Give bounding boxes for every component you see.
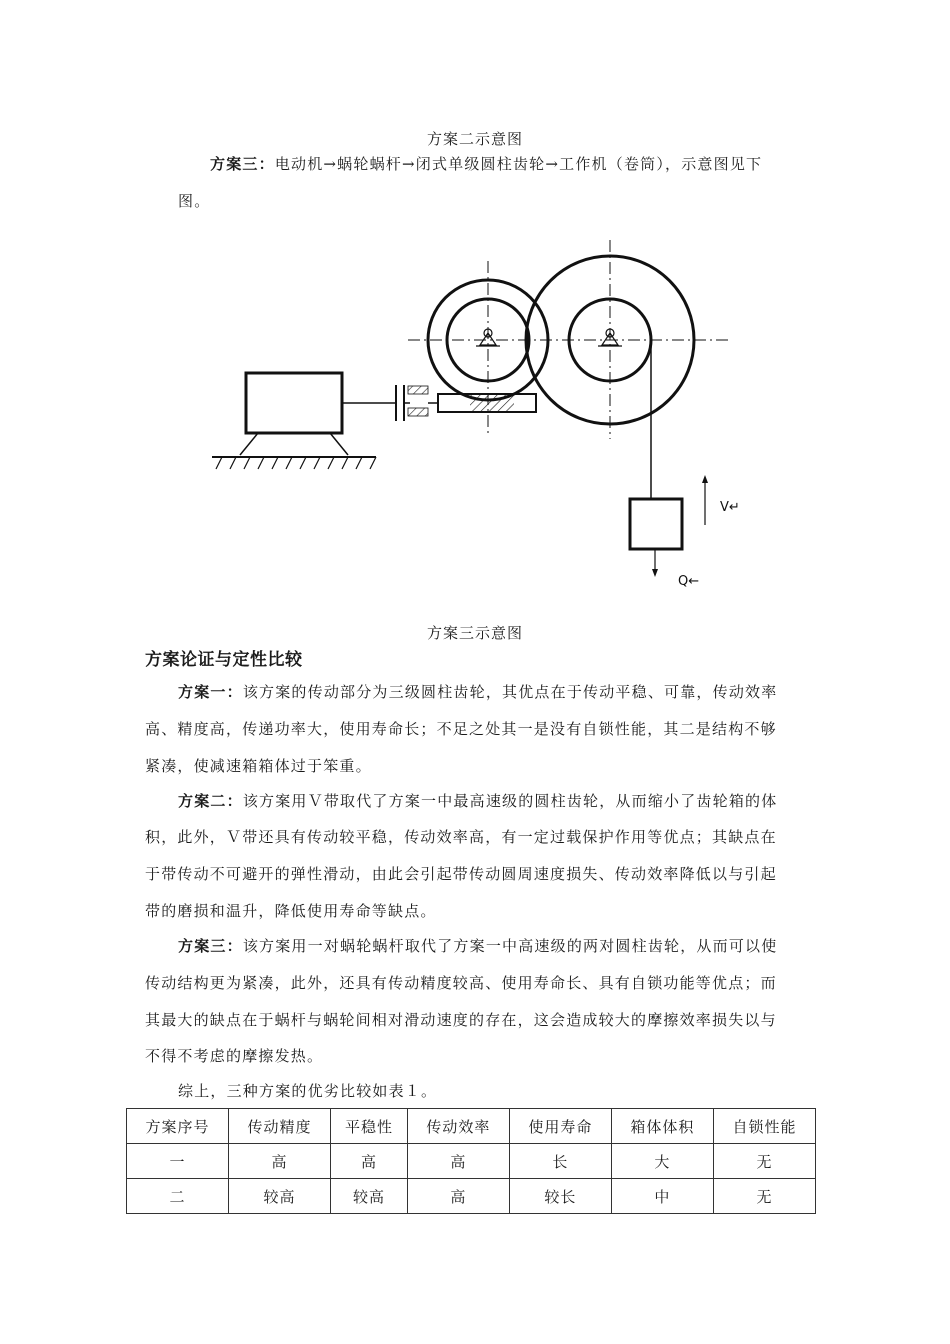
- scheme3-intro-line2: 图。: [178, 192, 211, 210]
- table-cell: 高: [407, 1144, 509, 1179]
- label-v: V↵: [720, 500, 740, 515]
- scheme2-line1: 方案二：该方案用Ｖ带取代了方案一中最高速级的圆柱齿轮，从而缩小了齿轮箱的体: [178, 792, 778, 810]
- bearing-top: [408, 386, 428, 394]
- table-cell: 较高: [229, 1179, 331, 1214]
- table-cell: 无: [713, 1144, 815, 1179]
- scheme1-line1: 方案一：该方案的传动部分为三级圆柱齿轮，其优点在于传动平稳、可靠，传动效率: [178, 683, 778, 701]
- comparison-table: [126, 1108, 816, 1214]
- scheme3-intro-text: 电动机→蜗轮蜗杆→闭式单级圆柱齿轮→工作机（卷筒），示意图见下: [274, 155, 763, 173]
- table-header-cell: 使用寿命: [509, 1109, 611, 1144]
- table-cell: 无: [713, 1179, 815, 1214]
- scheme3-line1: 方案三：该方案用一对蜗轮蜗杆取代了方案一中高速级的两对圆柱齿轮，从而可以使: [178, 937, 778, 955]
- table-cell: 长: [509, 1144, 611, 1179]
- scheme3-schematic-diagram: [200, 225, 740, 605]
- bearing-bottom: [408, 408, 428, 416]
- scheme3-intro-label: 方案三：: [210, 155, 275, 173]
- scheme1-line3: 紧凑，使减速箱箱体过于笨重。: [145, 757, 372, 775]
- table-header-cell: 传动精度: [229, 1109, 331, 1144]
- scheme2-label: 方案二：: [178, 792, 243, 810]
- table-cell: 二: [127, 1179, 229, 1214]
- section-heading: 方案论证与定性比较: [145, 650, 303, 670]
- table-row: [127, 1179, 816, 1214]
- table-cell: 较高: [331, 1179, 408, 1214]
- motor-base-right: [330, 433, 348, 455]
- table-row: [127, 1144, 816, 1179]
- v-up-arrowhead: [702, 475, 708, 483]
- table-cell: 高: [229, 1144, 331, 1179]
- motor-base-left: [240, 433, 258, 455]
- table-header-row: [127, 1109, 816, 1144]
- table-cell: 一: [127, 1144, 229, 1179]
- table-cell: 较长: [509, 1179, 611, 1214]
- caption-scheme3: 方案三示意图: [426, 624, 523, 642]
- table-cell: 大: [611, 1144, 713, 1179]
- scheme3-intro-line1: [210, 153, 762, 174]
- summary-text: 综上，三种方案的优劣比较如表１。: [178, 1082, 438, 1100]
- scheme1-label: 方案一：: [178, 683, 243, 701]
- scheme2-line4: 带的磨损和温升，降低使用寿命等缺点。: [145, 902, 437, 920]
- table-cell: 高: [407, 1179, 509, 1214]
- caption-scheme2: 方案二示意图: [426, 130, 523, 148]
- motor-box: [246, 373, 342, 433]
- table-header-cell: 箱体体积: [611, 1109, 713, 1144]
- table-header-cell: 传动效率: [407, 1109, 509, 1144]
- scheme3-label: 方案三：: [178, 937, 243, 955]
- scheme2-line2: 积，此外，Ｖ带还具有传动较平稳，传动效率高，有一定过载保护作用等优点；其缺点在: [145, 828, 777, 846]
- label-q: Q←: [678, 574, 700, 589]
- ground-hatch: [216, 457, 376, 469]
- scheme2-line3: 于带传动不可避开的弹性滑动，由此会引起带传动圆周速度损失、传动效率降低以与引起: [145, 865, 777, 883]
- table-cell: 中: [611, 1179, 713, 1214]
- table-cell: 高: [331, 1144, 408, 1179]
- scheme3-line3: 其最大的缺点在于蜗杆与蜗轮间相对滑动速度的存在，这会造成较大的摩擦效率损失以与: [145, 1011, 777, 1029]
- load-box: [630, 499, 682, 549]
- table-header-cell: 平稳性: [331, 1109, 408, 1144]
- load-down-arrowhead: [652, 569, 658, 577]
- scheme1-line2: 高、精度高，传递功率大，使用寿命长；不足之处其一是没有自锁性能，其二是结构不够: [145, 720, 777, 738]
- scheme3-line2: 传动结构更为紧凑，此外，还具有传动精度较高、使用寿命长、具有自锁功能等优点；而: [145, 974, 777, 992]
- scheme3-line4: 不得不考虑的摩擦发热。: [145, 1047, 324, 1065]
- table-header-cell: 自锁性能: [713, 1109, 815, 1144]
- table-header-cell: 方案序号: [127, 1109, 229, 1144]
